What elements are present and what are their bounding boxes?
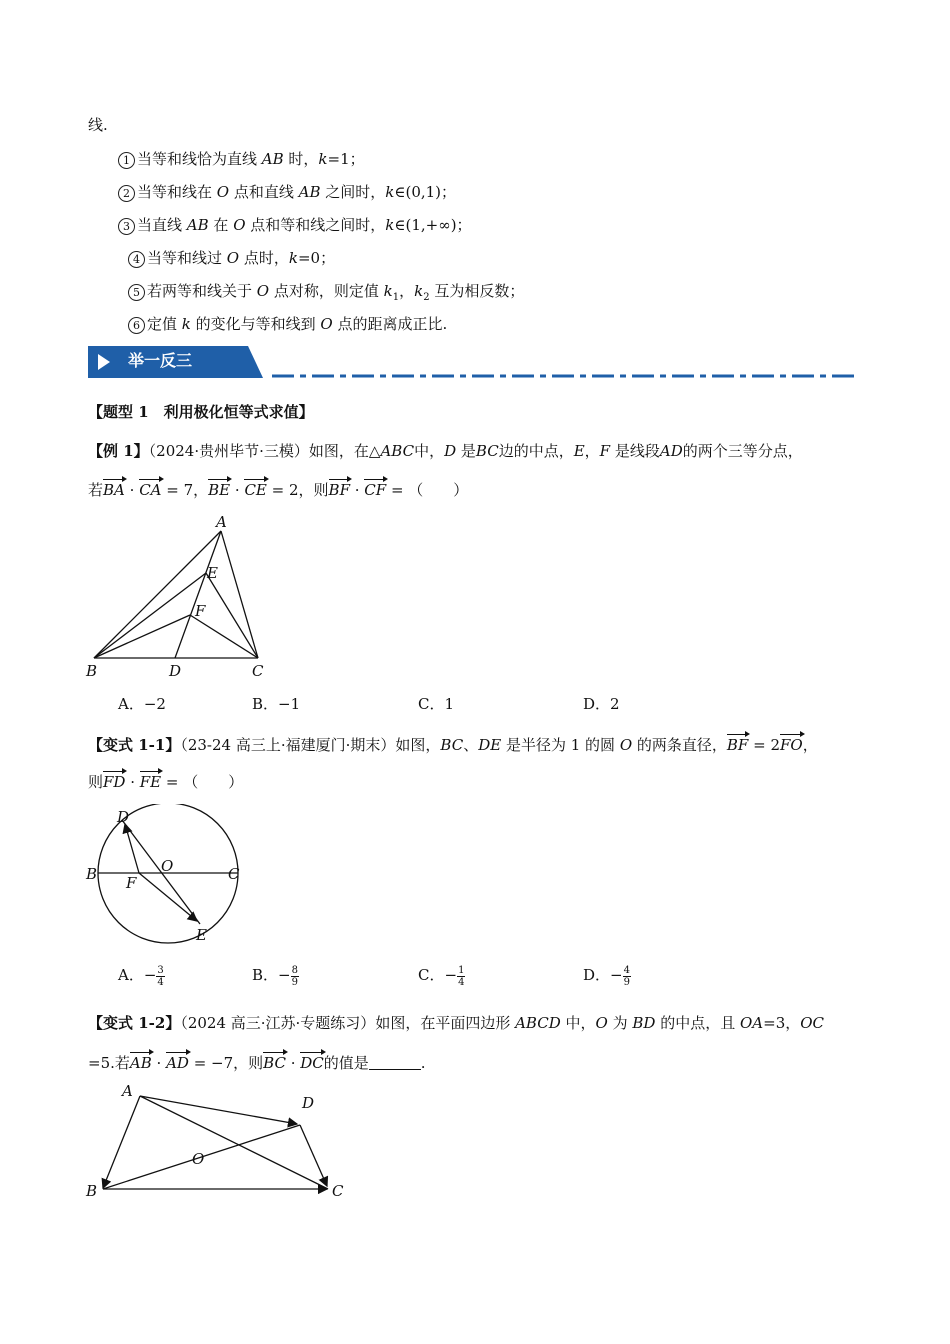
property-item-3: 3 当直线 AB 在 O 点和等和线之间时，k∈(1,+∞)； (118, 215, 472, 235)
example1-option-d[interactable]: D．2 (583, 695, 620, 713)
vector-bf: BF (727, 733, 748, 755)
property-item-1: 1 当等和线恰为直线 AB 时，k=1； (118, 149, 365, 169)
edge-ac (221, 531, 258, 658)
example1-option-c[interactable]: C．1 (418, 695, 455, 713)
variant11-option-b[interactable]: B．− $\frac{8}{9}$ (252, 964, 298, 988)
label-o: O (161, 857, 174, 875)
vector-be: BE (208, 478, 230, 500)
property-item-6: 6 定值 k 的变化与等和线到 O 点的距离成正比. (128, 314, 447, 334)
segment-ac (140, 1096, 328, 1189)
property-item-4: 4 当等和线过 O 点时，k=0； (128, 248, 335, 268)
vector-fd-arrow (125, 824, 139, 873)
label-f: F (126, 874, 137, 892)
vector-fo: FO (780, 733, 803, 755)
label-c: C (228, 865, 240, 883)
label-f: F (195, 602, 206, 620)
example1-line1: 【例 1】（2024·贵州毕节·三模）如图，在△ABC中，D 是BC边的中点，E，F 是线段AD的两个三等分点， (88, 442, 803, 460)
vector-ba: BA (103, 478, 125, 500)
circled-number: 1 (118, 152, 135, 169)
label-a: A (122, 1082, 133, 1100)
circled-number: 4 (128, 251, 145, 268)
quadrilateral-figure (82, 1078, 362, 1206)
type-heading: 【题型 1 利用极化恒等式求值】 (88, 403, 314, 421)
vector-ab: AB (130, 1051, 152, 1073)
segment-ce (206, 573, 258, 658)
variant12-line2: =5.若AB · AD = −7，则BC · DC的值是 . (88, 1051, 426, 1073)
vector-ca: CA (139, 478, 161, 500)
label-e: E (207, 564, 218, 582)
example1-option-a[interactable]: A．−2 (118, 695, 166, 713)
label-b: B (86, 865, 98, 883)
section-banner-label: 举一反三 (128, 351, 193, 370)
label-b: B (86, 662, 98, 680)
circled-number: 5 (128, 284, 145, 301)
answer-blank[interactable] (369, 1055, 421, 1070)
vector-dc: DC (300, 1051, 324, 1073)
label-c: C (332, 1182, 344, 1200)
vector-fe: FE (140, 770, 161, 792)
label-e: E (196, 926, 207, 944)
label-d: D (302, 1094, 315, 1112)
variant12-line1: 【变式 1-2】（2024 高三·江苏·专题练习）如图，在平面四边形 ABCD 中，O 为 BD 的中点，且 OA=3，OC (88, 1014, 825, 1032)
label-a: A (216, 513, 227, 531)
vector-cf: CF (364, 478, 386, 500)
label-d: D (169, 662, 182, 680)
circled-number: 6 (128, 317, 145, 334)
property-item-5: 5 若两等和线关于 O 点对称，则定值 $k_1$，$k_2$ 互为相反数； (128, 281, 524, 308)
triangle-figure (80, 508, 280, 683)
label-d: D (117, 808, 130, 826)
vector-bf: BF (329, 478, 350, 500)
vector-fd: FD (103, 770, 125, 792)
label-b: B (86, 1182, 98, 1200)
vector-ad-arrow (140, 1096, 297, 1124)
variant11-option-d[interactable]: D．− $\frac{4}{9}$ (583, 964, 630, 988)
example1-line2: 若BA · CA = 7，BE · CE = 2，则BF · CF = （ ） (88, 478, 468, 500)
circled-number: 3 (118, 218, 135, 235)
variant11-option-c[interactable]: C．− $\frac{1}{4}$ (418, 964, 465, 988)
edge-ba (94, 531, 221, 658)
vector-ab-arrow (103, 1096, 140, 1188)
property-item-2: 2 当等和线在 O 点和直线 AB 之间时，k∈(0,1)； (118, 182, 456, 202)
dash-dot-divider (272, 374, 860, 378)
circled-number: 2 (118, 185, 135, 202)
variant11-line1: 【变式 1-1】（23-24 高三上·福建厦门·期末）如图，BC、DE 是半径为 1 的圆 O 的两条直径，BF = 2FO， (88, 733, 818, 755)
variant11-option-a[interactable]: A．− $\frac{3}{4}$ (118, 964, 164, 988)
vector-ce: CE (244, 478, 266, 500)
label-c: C (252, 662, 264, 680)
label-o: O (192, 1150, 205, 1168)
vector-fe-arrow (139, 873, 197, 921)
variant11-line2: 则FD · FE = （ ） (88, 770, 243, 792)
vector-ad: AD (166, 1051, 189, 1073)
example1-option-b[interactable]: B．−1 (252, 695, 301, 713)
intro-tail: 线. (88, 116, 108, 134)
circle-figure (82, 804, 252, 946)
segment-ad (175, 531, 221, 658)
vector-bc: BC (263, 1051, 286, 1073)
